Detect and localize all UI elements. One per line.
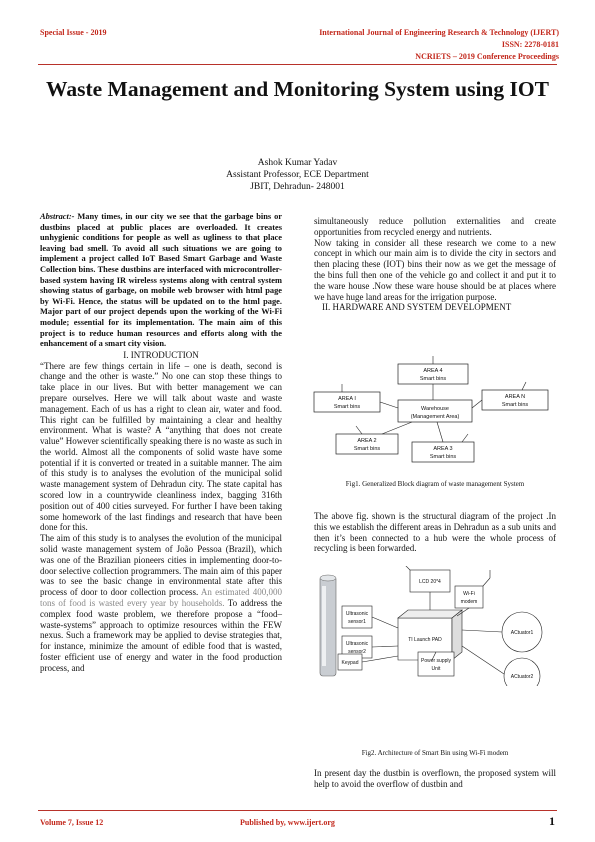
intro-paragraph-1: “There are few things certain in life – one is death, second is change and the other is waste.” No one can stop these things to take place in our lives. But with better management we can prepare ourselves. Here we will talk about waste and waste management. Each of us has a right to clean air, water and food. This right can be fulfilled by maintaining a clear and healthy environment. What is waste? A “anything that does not create value” However scientifically speaking there is no waste as such in the world. Almost all the components of solid waste have some potential if it is converted or treated in a suitable manner. The aim of this study is to analyses the evolution of the municipal solid waste management system of Dehradun city. The state capital has scored low in a countrywide cleanliness index, bagging 316th position out of 400 cities surveyed. For further I have been taking some homework of the last findings and research that have been done for this. [40,360,282,533]
right-paragraph-2: Now taking in consider all these research we come to a new concept in which our main aim is to divide the city in sectors and then placing these (IOT) bins their now as we get the message of the bins full then one of the vehicle go and collect it and put it to the ware house .Now these ware house should be at places where we have huge land areas for the irrigation purpose. [314,237,556,302]
actuator2-circle [504,658,540,686]
right-paragraph-3: The above fig. shown is the structural diagram of the project .In this we establish the different areas in Dehradun as a sub units and then it’s been connected to a hub were the whole process of recycling is been forwarded. [314,511,556,554]
header-rule [38,64,557,65]
page-number: 1 [549,814,555,828]
figure-2-diagram [312,566,558,686]
ultrasonic2-label: Ultrasonic [345,641,369,647]
left-column [40,212,282,674]
actuator2-label: ACtuator2 [510,674,534,680]
lcd-label: LCD 20*4 [419,579,441,585]
journal-name: International Journal of Engineering Research & Technology (IJERT) [319,28,559,37]
ultrasonic2-sub: sensor2 [348,649,366,655]
intro-p2-highlight: An estimated 400,000 tons of food is wasted every year by households. [40,587,282,609]
ultrasonic1-sub: sensor1 [348,619,366,625]
warehouse-label: Warehouse [421,406,449,412]
arean-label: AREA N [504,394,526,400]
abstract-text: Many times, in our city we see that the garbage bins or dustbins placed at public places are overloaded. It creates unhygienic conditions for people as well as ugliness to that place leaving bad smell. To avoid all such situations we are going to implement a project called IoT Based Smart Garbage and Waste Collection bins. These dustbins are interfaced with microcontroller-based system having IR wireless systems along with central system showing status of garbage, on mobile web browser with html page by Wi-Fi. Hence, the status will be updated on to the html page. Major part of our project depends upon the working of the Wi-Fi module; essential for its implementation. The main aim of this project is to reduce human resources and efforts along with the enhancement of a smart city vision. [40,212,282,349]
intro-paragraph-2 [40,533,282,673]
right-paragraph-4: In present day the dustbin is overflown, the proposed system will help to avoid the overflow of dustbin and [314,768,556,789]
wifi-sub: modem [460,599,478,605]
volume-label: Volume 7, Issue 12 [40,818,104,827]
area4-label: AREA 4 [423,368,443,374]
arean-sub: Smart bins [501,402,529,408]
intro-p2-cont: To address the complex food waste problem, we therefore propose a “food–waste-systems” approach to optimize resources within the FEW nexus. Such a framework may be applied to devise strategies that, for instance, minimize the amount of edible food that is wasted, foster efficient use of energy and water in the food production process, and [40,598,282,673]
paper-title: Waste Management and Monitoring System using IOT [46,77,549,101]
issn: ISSN: 2278-0181 [501,40,559,49]
figure-1-caption: Fig1. Generalized Block diagram of waste management System [345,480,525,488]
figure-1-diagram [312,356,558,466]
abstract-label: Abstract:- [40,212,75,221]
figure-2-caption: Fig2. Architecture of Smart Bin using Wi-Fi modem [361,749,509,757]
footer-rule [38,810,557,811]
area2-label: AREA 2 [357,438,377,444]
actuator1-label: ACtuator1 [510,630,534,636]
publisher-label: Published by, www.ijert.org [240,818,335,827]
intro-heading: I. INTRODUCTION [123,349,199,360]
author-name: Ashok Kumar Yadav [257,158,338,168]
power-supply-label: Power supply [420,658,452,664]
power-supply-sub: Unit [431,666,441,672]
keypad-label: Keypad [341,660,359,666]
area4-sub: Smart bins [419,376,447,382]
area3-sub: Smart bins [429,454,457,460]
right-column-mid [314,511,556,554]
right-paragraph-1: simultaneously reduce pollution externalities and create opportunities from recycled energy and nutrients. [314,216,556,237]
abstract [40,212,282,350]
section-2-heading: II. HARDWARE AND SYSTEM DEVELOPMENT [322,302,512,313]
launchpad-label: TI Launch PAD [408,637,442,643]
conference: NCRIETS – 2019 Conference Proceedings [415,52,559,61]
ultrasonic1-label: Ultrasonic [345,611,369,617]
area1-sub: Smart bins [333,404,361,410]
right-column-bottom [314,768,556,790]
area2-sub: Smart bins [353,446,381,452]
wifi-label: Wi-Fi [463,591,475,597]
issue-label: Special Issue - 2019 [40,28,107,37]
right-column-top [314,216,556,313]
author-affiliation: JBIT, Dehradun- 248001 [250,182,345,192]
area3-label: AREA 3 [433,446,453,452]
warehouse-sub: (Management Area) [410,414,460,420]
power-supply-box [418,652,454,676]
area1-label: AREA I [338,396,356,402]
author-position: Assistant Professor, ECE Department [226,170,369,180]
intro-p2-text: The aim of this study is to analyses the evolution of the municipal solid waste management system of João Pessoa (Brazil), which was one of the Brazilian pioneers cities in implementing door-to-door selective collection programmers. The main aim of this paper was to see the basic change in environmental state after this process of door to door collection process. [40,533,282,598]
